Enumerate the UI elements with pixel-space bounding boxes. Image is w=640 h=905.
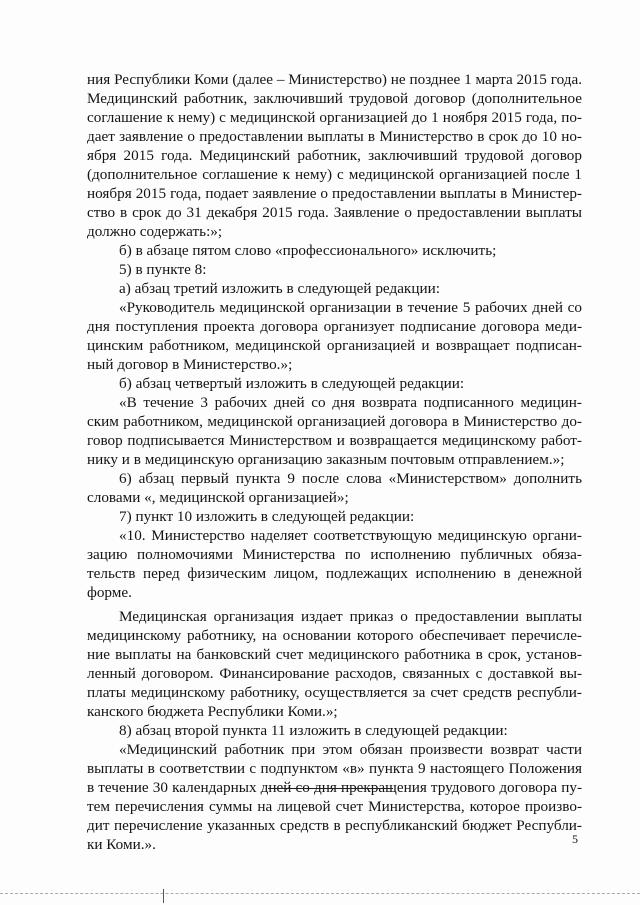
page-number: 5 bbox=[572, 832, 578, 846]
text-line: а) абзац третий изложить в следующей редакции: bbox=[119, 280, 440, 297]
text-line: б) в абзаце пятом слово «профессионального» исключить; bbox=[119, 242, 497, 259]
text-line: ния Республики Коми (далее – Министерство) не позднее 1 марта 2015 года. bbox=[87, 71, 582, 88]
text-line: 8) абзац второй пункта 11 изложить в следующей редакции: bbox=[119, 722, 508, 739]
section-divider bbox=[268, 788, 393, 789]
text-line: форме. bbox=[87, 584, 132, 601]
text-line: ября 2015 года. Медицинский работник, заключивший трудовой договор bbox=[87, 147, 582, 164]
text-line: медицинскому работнику, на основании которого обеспечивает перечисле- bbox=[87, 627, 582, 644]
text-line: ноября 2015 года, подает заявление о предоставлении выплаты в Министер- bbox=[87, 185, 582, 202]
text-line: б) абзац четвертый изложить в следующей редакции: bbox=[119, 375, 465, 392]
scan-edge-line bbox=[0, 893, 640, 894]
text-line: тельств перед физическим лицом, подлежащих исполнению в денежной bbox=[87, 565, 582, 582]
text-line: Медицинский работник, заключивший трудовой договор (дополнительное bbox=[87, 90, 582, 107]
text-line: ный договор в Министерство.»; bbox=[87, 356, 293, 373]
text-line: цинским работником, медицинской организацией и возвращает подписан- bbox=[87, 337, 582, 354]
text-line: ским работником, медицинской организацией договора в Министерство до- bbox=[87, 413, 582, 430]
text-line: нику и в медицинскую организацию заказным почтовым отправлением.»; bbox=[87, 451, 565, 468]
text-line: ство в срок до 31 декабря 2015 года. Заявление о предоставлении выплаты bbox=[87, 204, 582, 221]
text-line: (дополнительное соглашение к нему) с медицинской организацией после 1 bbox=[87, 166, 582, 183]
text-line: зацию полномочиями Министерства по исполнению публичных обяза- bbox=[87, 546, 582, 563]
text-line: дня поступления проекта договора организует подписание договора меди- bbox=[87, 318, 582, 335]
text-line: Медицинская организация издает приказ о предоставлении выплаты bbox=[119, 608, 582, 625]
text-line: «Руководитель медицинской организации в течение 5 рабочих дней со bbox=[119, 299, 582, 316]
text-line: ние выплаты на банковский счет медицинского работника в срок, установ- bbox=[87, 646, 582, 663]
text-line: дает заявление о предоставлении выплаты в Министерство в срок до 10 но- bbox=[87, 128, 582, 145]
scan-edge-mark bbox=[163, 889, 164, 903]
text-line: «В течение 3 рабочих дней со дня возврата подписанного медицин- bbox=[119, 394, 582, 411]
text-line: ки Коми.». bbox=[87, 836, 156, 853]
text-line: канского бюджета Республики Коми.»; bbox=[87, 703, 338, 720]
text-line: тем перечисления суммы на лицевой счет Министерства, которое произво- bbox=[87, 798, 582, 815]
text-line: должно содержать:»; bbox=[87, 223, 223, 240]
text-line: говор подписывается Министерством и возвращается медицинскому работ- bbox=[87, 432, 582, 449]
text-line: дит перечисление указанных средств в республиканский бюджет Республи- bbox=[87, 817, 582, 834]
text-line: 5) в пункте 8: bbox=[119, 261, 207, 278]
text-line: 6) абзац первый пункта 9 после слова «Министерством» дополнить bbox=[119, 470, 582, 487]
text-line: в течение 30 календарных дней со дня прекращения трудового договора пу- bbox=[87, 779, 582, 796]
text-line: ленный договором. Финансирование расходов, связанных с доставкой вы- bbox=[87, 665, 582, 682]
text-line: «Медицинский работник при этом обязан произвести возврат части bbox=[119, 741, 582, 758]
text-line: 7) пункт 10 изложить в следующей редакции: bbox=[119, 508, 415, 525]
text-line: соглашение к нему) с медицинской организацией до 1 ноября 2015 года, по- bbox=[87, 109, 582, 126]
text-line: словами «, медицинской организацией»; bbox=[87, 489, 349, 506]
text-line: выплаты в соответствии с подпунктом «в» пункта 9 настоящего Положения bbox=[87, 760, 582, 777]
text-line: платы медицинскому работнику, осуществляется за счет средств республи- bbox=[87, 684, 582, 701]
text-line: «10. Министерство наделяет соответствующую медицинскую органи- bbox=[119, 527, 582, 544]
